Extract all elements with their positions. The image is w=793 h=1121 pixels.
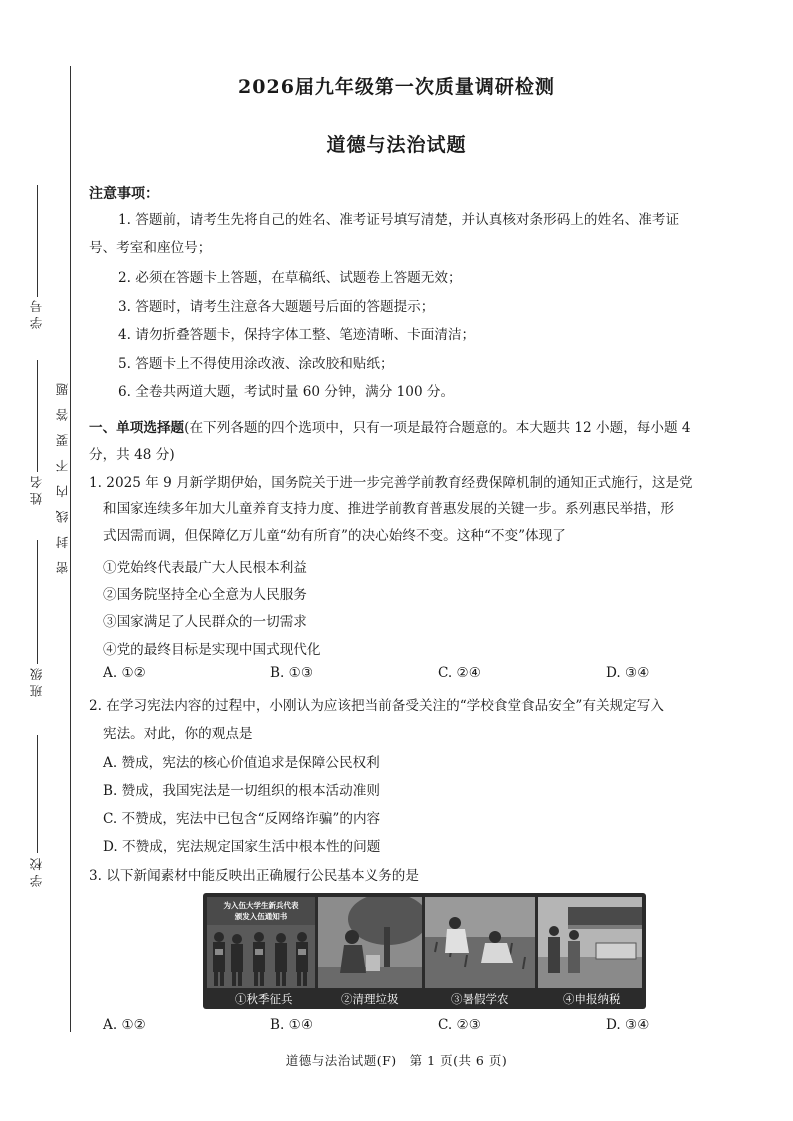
q2-option-b[interactable]: B. 赞成，我国宪法是一切组织的根本活动准则 [103,783,380,799]
photo-conscription [207,897,315,988]
field-work-scene [425,897,535,988]
q1-statement-3: ③国家满足了人民群众的一切需求 [103,614,307,630]
news-photo-strip [203,893,646,1009]
tree-park-scene [318,897,422,988]
note-item-1b: 号、考室和座位号； [89,240,212,256]
service-hall-scene [538,897,642,988]
name-blank-line [37,360,38,472]
seal-line-notice: 密封线内不要答题 [55,370,70,574]
note-item-3: 3. 答题时，请考生注意各大题题号后面的答题提示； [118,299,435,315]
section1-desc-a: (在下列各题的四个选项中，只有一项是最符合题意的。本大题共 12 小题，每小题 4 [184,420,691,436]
photo1-banner: 为入伍大学生新兵代表 [223,901,299,910]
q3-option-a[interactable]: A. ①② [103,1017,146,1033]
name-label: 姓 名 [29,476,44,505]
q3-option-b[interactable]: B. ①④ [270,1017,314,1033]
section1-desc-b: 分，共 48 分) [89,447,175,463]
note-item-1a: 1. 答题前，请考生先将自己的姓名、准考证号填写清楚，并认真核对条形码上的姓名、准考证 [118,212,680,228]
section1-heading: 一、单项选择题 [89,420,185,436]
school-label: 学 校 [29,858,44,887]
q2-stem-b: 宪法。对此，你的观点是 [103,726,253,742]
exam-subtitle: 道德与法治试题 [326,134,467,156]
q1-statement-1: ①党始终代表最广大人民根本利益 [103,560,307,576]
soldiers-figures [207,925,315,988]
note-item-4: 4. 请勿折叠答题卡，保持字体工整、笔迹清晰、卡面清洁； [118,327,476,343]
caption-2: ②清理垃圾 [341,992,399,1006]
note-item-5: 5. 答题卡上不得使用涂改液、涂改胶和贴纸； [118,356,394,372]
id-label: 学 号 [29,300,44,329]
q2-stem-a: 2. 在学习宪法内容的过程中，小刚认为应该把当前备受关注的“学校食堂食品安全”有关规定写入 [89,698,664,714]
photo-cleanup [318,897,422,988]
q2-option-c[interactable]: C. 不赞成，宪法中已包含“反网络诈骗”的内容 [103,811,381,827]
q1-stem-c: 式因需而调，但保障亿万儿童“幼有所育”的决心始终不变。这种“不变”体现了 [103,528,566,544]
q3-option-c[interactable]: C. ②③ [438,1017,481,1033]
caption-4: ④申报纳税 [563,992,621,1006]
q1-option-d[interactable]: D. ③④ [606,665,650,681]
photo1-banner2: 颁发入伍通知书 [234,912,288,921]
q1-stem-b: 和国家连续多年加大儿童养育支持力度、推进学前教育普惠发展的关键一步。系列惠民举措，形 [103,501,674,517]
id-blank-line [37,185,38,297]
q1-statement-4: ④党的最终目标是实现中国式现代化 [103,642,321,658]
photo-farming [425,897,535,988]
q1-option-a[interactable]: A. ①② [103,665,146,681]
q2-option-d[interactable]: D. 不赞成，宪法规定国家生活中根本性的问题 [103,839,381,855]
section1-heading-line [89,416,691,436]
page-footer: 道德与法治试题(F) 第 1 页(共 6 页) [285,1053,508,1068]
q1-option-c[interactable]: C. ②④ [438,665,481,681]
q3-option-d[interactable]: D. ③④ [606,1017,650,1033]
note-item-2: 2. 必须在答题卡上答题，在草稿纸、试题卷上答题无效； [118,270,462,286]
note-item-6: 6. 全卷共两道大题，考试时量 60 分钟，满分 100 分。 [118,384,455,400]
q1-option-b[interactable]: B. ①③ [270,665,314,681]
photo-tax-hall [538,897,642,988]
caption-1: ①秋季征兵 [235,992,293,1006]
class-blank-line [37,540,38,664]
q3-stem: 3. 以下新闻素材中能反映出正确履行公民基本义务的是 [89,868,419,884]
class-label: 班 级 [29,668,44,697]
q1-stem-a: 1. 2025 年 9 月新学期伊始，国务院关于进一步完善学前教育经费保障机制的通知正式施行，这是党 [89,475,693,491]
school-blank-line [37,735,38,853]
caption-3: ③暑假学农 [451,992,509,1006]
q2-option-a[interactable]: A. 赞成，宪法的核心价值追求是保障公民权利 [103,755,380,771]
q1-statement-2: ②国务院坚持全心全意为人民服务 [103,587,307,603]
notes-heading: 注意事项： [89,186,159,202]
exam-title: 2026届九年级第一次质量调研检测 [238,76,555,98]
